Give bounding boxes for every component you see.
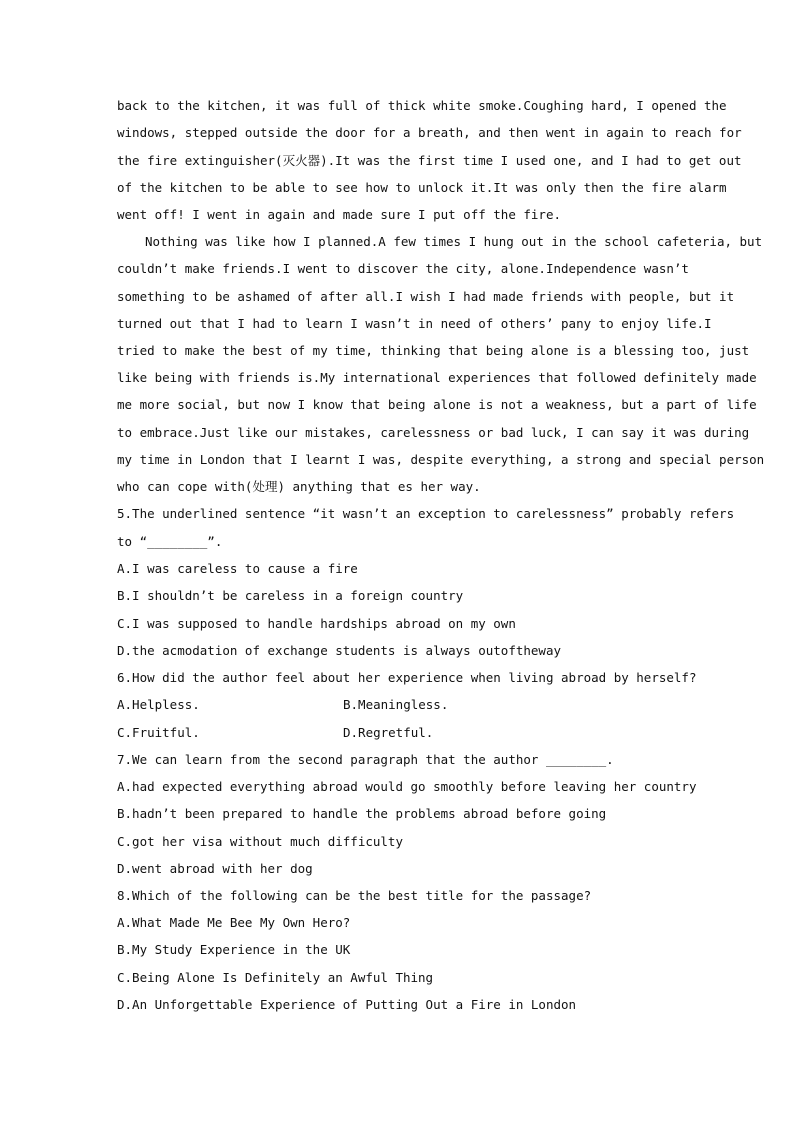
passage-line-2: windows, stepped outside the door for a breath, and then went in again to reach for [117, 125, 742, 140]
question-5-stem: 5.The underlined sentence “it wasn’t an exception to carelessness” probably refers [117, 506, 735, 521]
question-6-stem: 6.How did the author feel about her experience when living abroad by herself? [117, 670, 697, 685]
question-5-option-a: A.I was careless to cause a fire [117, 561, 358, 576]
question-6-option-c: C.Fruitful. [117, 725, 200, 740]
question-6-option-d: D.Regretful. [343, 725, 434, 740]
passage-line-3: the fire extinguisher(灭火器).It was the first time I used one, and I had to get out [117, 153, 742, 168]
passage-line-9: turned out that I had to learn I wasn’t in need of others’ pany to enjoy life.I [117, 316, 712, 331]
passage-line-15: who can cope with(处理) anything that es her way. [117, 479, 481, 494]
question-7-stem: 7.We can learn from the second paragraph that the author ________. [117, 752, 614, 767]
question-5-option-c: C.I was supposed to handle hardships abroad on my own [117, 616, 516, 631]
question-5-blank-line: to “________”. [117, 534, 223, 549]
question-7-option-a: A.had expected everything abroad would go smoothly before leaving her country [117, 779, 697, 794]
question-5-option-d: D.the acmodation of exchange students is always outoftheway [117, 643, 562, 658]
passage-line-7: couldn’t make friends.I went to discover the city, alone.Independence wasn’t [117, 261, 689, 276]
question-8-option-a: A.What Made Me Bee My Own Hero? [117, 915, 351, 930]
passage-line-12: me more social, but now I know that being alone is not a weakness, but a part of life [117, 397, 757, 412]
passage-paragraph-start: Nothing was like how I planned.A few times I hung out in the school cafeteria, but [145, 234, 763, 249]
question-7-option-b: B.hadn’t been prepared to handle the problems abroad before going [117, 806, 607, 821]
passage-line-11: like being with friends is.My international experiences that followed definitely made [117, 370, 757, 385]
passage-line-14: my time in London that I learnt I was, despite everything, a strong and special person [117, 452, 765, 467]
question-7-option-c: C.got her visa without much difficulty [117, 834, 403, 849]
question-8-option-d: D.An Unforgettable Experience of Putting Out a Fire in London [117, 997, 577, 1012]
passage-line-4: of the kitchen to be able to see how to unlock it.It was only then the fire alarm [117, 180, 727, 195]
question-8-stem: 8.Which of the following can be the best title for the passage? [117, 888, 592, 903]
question-6-option-a: A.Helpless. [117, 697, 200, 712]
passage-line-5: went off! I went in again and made sure I put off the fire. [117, 207, 562, 222]
question-7-option-d: D.went abroad with her dog [117, 861, 313, 876]
question-8-option-c: C.Being Alone Is Definitely an Awful Thing [117, 970, 434, 985]
passage-line-10: tried to make the best of my time, thinking that being alone is a blessing too, just [117, 343, 750, 358]
question-6-option-b: B.Meaningless. [343, 697, 449, 712]
question-5-option-b: B.I shouldn’t be careless in a foreign country [117, 588, 464, 603]
passage-line-13: to embrace.Just like our mistakes, carelessness or bad luck, I can say it was during [117, 425, 750, 440]
passage-line-8: something to be ashamed of after all.I wish I had made friends with people, but it [117, 289, 735, 304]
passage-line-1: back to the kitchen, it was full of thick white smoke.Coughing hard, I opened the [117, 98, 727, 113]
question-8-option-b: B.My Study Experience in the UK [117, 942, 351, 957]
